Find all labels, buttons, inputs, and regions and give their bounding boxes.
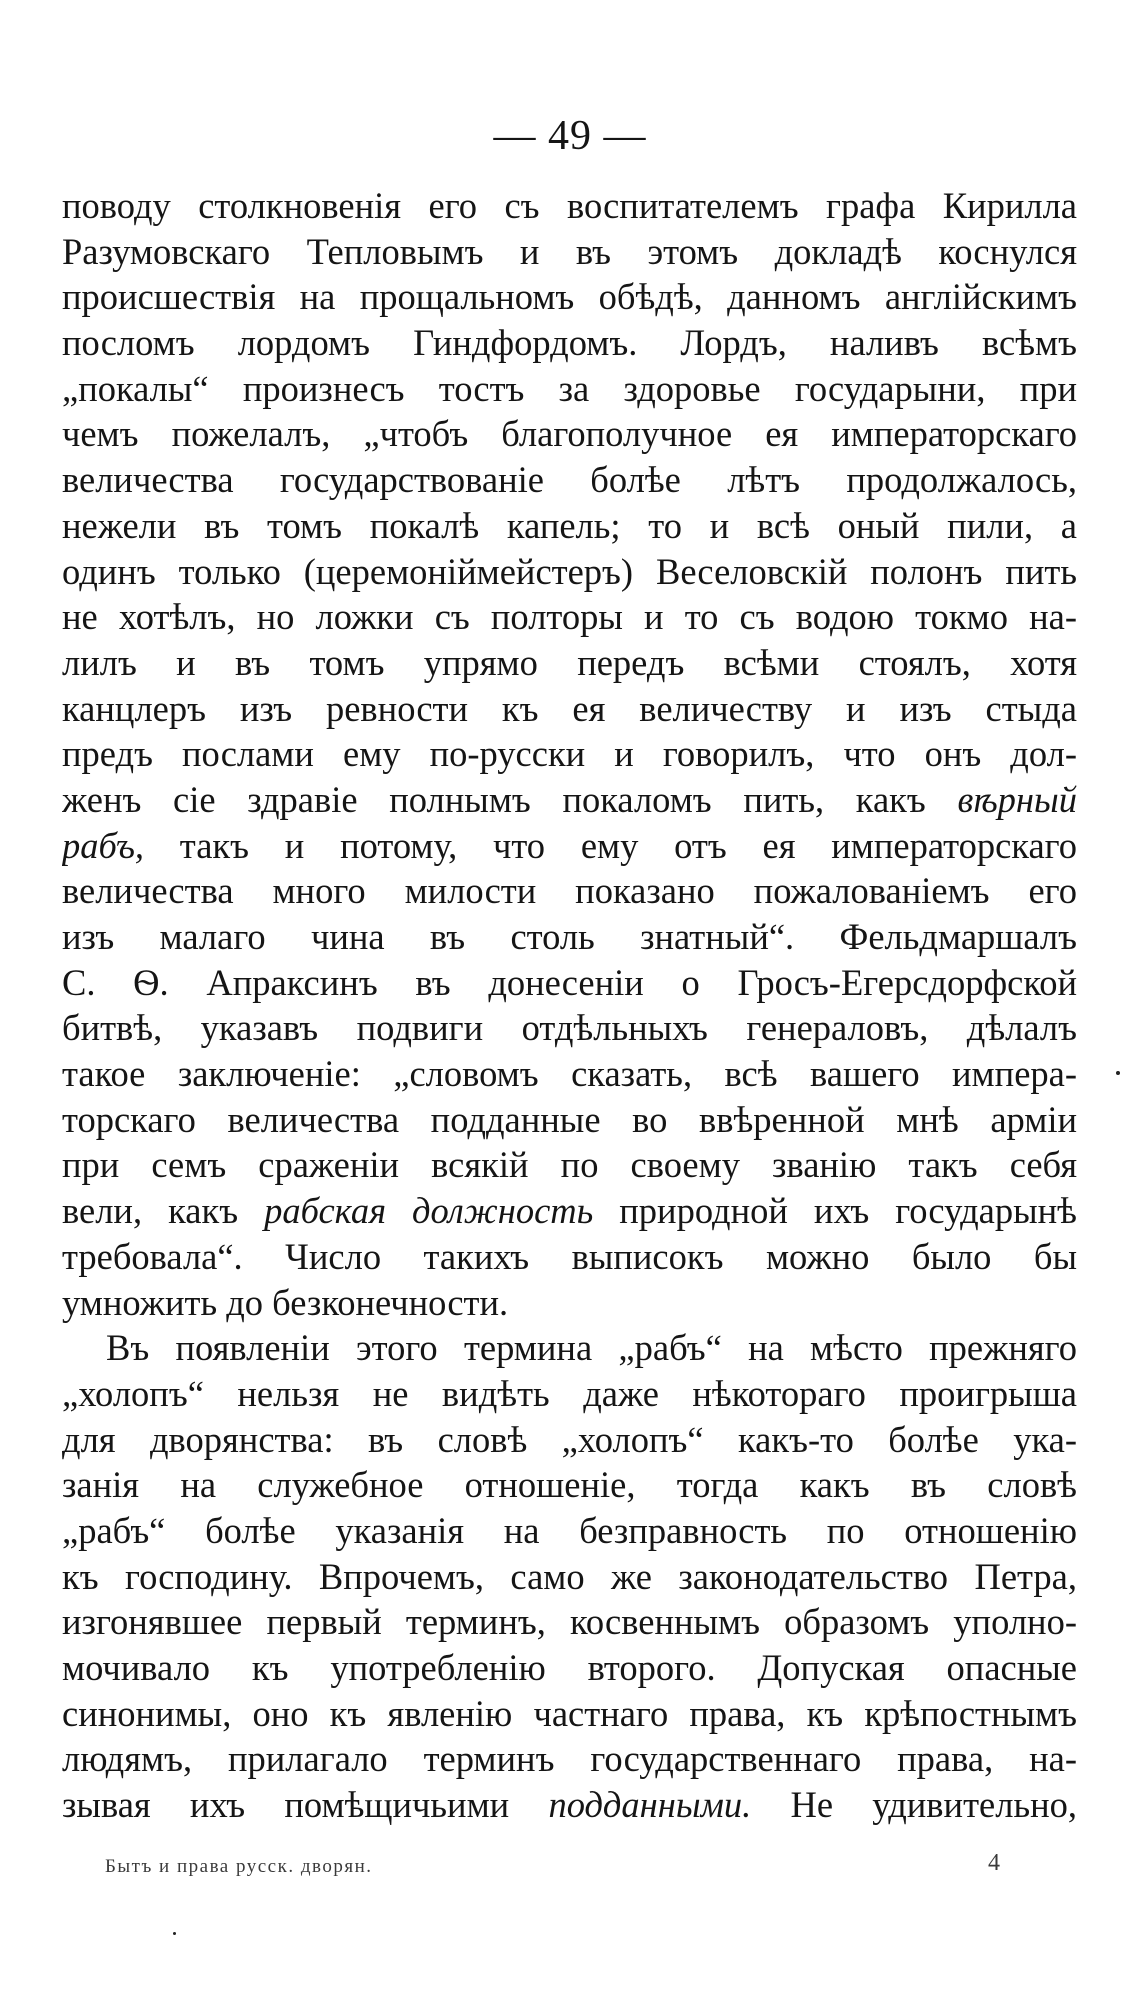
- text-line: [62, 777, 1077, 823]
- text-run: Разумовскаго Тепловымъ и въ этомъ докладѣ коснулся: [62, 230, 1077, 272]
- text-line: [62, 1097, 1077, 1143]
- text-run: лилъ и въ томъ упрямо передъ всѣми стоялъ, хотя: [62, 641, 1077, 683]
- text-run: синонимы, оно къ явленію частнаго права, къ крѣпостнымъ: [62, 1692, 1077, 1734]
- text-run: канцлеръ изъ ревности къ ея величеству и изъ стыда: [62, 687, 1077, 729]
- text-line: [62, 960, 1077, 1006]
- text-line: [62, 1645, 1077, 1691]
- text-run: занія на служебное отношеніе, тогда какъ въ словѣ: [62, 1464, 1077, 1506]
- ink-speck: [173, 1932, 176, 1935]
- text-run: умножить до безконечности.: [62, 1281, 509, 1323]
- text-line: [62, 1188, 1077, 1234]
- text-line: [62, 457, 1077, 503]
- text-run: требовала“. Число такихъ выписокъ можно было бы: [62, 1235, 1077, 1277]
- text-line: [62, 594, 1077, 640]
- text-line: [62, 320, 1077, 366]
- text-line: [62, 1462, 1077, 1508]
- text-line: [62, 366, 1077, 412]
- text-run: зывая ихъ помѣщичьими: [62, 1784, 549, 1826]
- text-run: нежели въ томъ покалѣ капель; то и всѣ оный пили, а: [62, 504, 1077, 546]
- italic-text: подданными.: [548, 1784, 752, 1826]
- text-line: [62, 229, 1077, 275]
- text-run: „покалы“ произнесъ тостъ за здоровье государыни, при: [62, 367, 1077, 409]
- text-run: посломъ лордомъ Гиндфордомъ. Лордъ, наливъ всѣмъ: [62, 322, 1077, 364]
- text-run: для дворянства: въ словѣ „холопъ“ какъ-то болѣе ука-: [62, 1418, 1077, 1460]
- text-line: [62, 1417, 1077, 1463]
- text-run: Въ появленіи этого термина „рабъ“ на мѣсто прежняго: [106, 1327, 1077, 1369]
- text-line: [62, 1005, 1077, 1051]
- text-run: такое заключеніе: „словомъ сказать, всѣ вашего импера-: [62, 1053, 1077, 1095]
- text-line: [62, 1508, 1077, 1554]
- text-run: изъ малаго чина въ столь знатный“. Фельдмаршалъ: [62, 916, 1077, 957]
- text-run: С. Ѳ. Апраксинъ въ донесеніи о Гросъ-Егерсдорфской: [62, 961, 1077, 1003]
- text-line: [62, 1371, 1077, 1417]
- body-text: [62, 183, 1077, 1828]
- italic-text: рабъ,: [62, 824, 145, 866]
- text-line: [62, 1234, 1077, 1280]
- text-run: торскаго величества подданные во ввѣренной мнѣ арміи: [62, 1098, 1077, 1140]
- text-run: къ господину. Впрочемъ, само же законодательство Петра,: [62, 1555, 1077, 1597]
- text-run: женъ сіе здравіе полнымъ покаломъ пить, какъ: [62, 778, 958, 820]
- text-run: одинъ только (церемоніймейстеръ) Веселовскій полонъ пить: [62, 550, 1077, 592]
- ink-speck: [1116, 1071, 1120, 1075]
- text-run: „рабъ“ болѣе указанія на безправность по отношенію: [62, 1509, 1077, 1551]
- footer-book-title: Бытъ и права русск. дворян.: [105, 1856, 373, 1877]
- text-line: [62, 503, 1077, 549]
- text-line: [62, 1325, 1077, 1371]
- text-run: происшествія на прощальномъ обѣдѣ, данномъ англійскимъ: [62, 276, 1077, 318]
- page-number: — 49 —: [493, 113, 647, 159]
- text-line: [62, 1051, 1077, 1097]
- text-run: людямъ, прилагало терминъ государственнаго права, на-: [62, 1738, 1077, 1780]
- text-run: такъ и потому, что ему отъ ея императорскаго: [144, 824, 1077, 866]
- italic-text: вѣрный: [957, 778, 1077, 820]
- text-line: [62, 411, 1077, 457]
- text-run: поводу столкновенія его съ воспитателемъ графа Кирилла: [62, 185, 1077, 226]
- text-run: чемъ пожелалъ, „чтобъ благополучное ея императорскаго: [62, 413, 1077, 455]
- signature-mark: 4: [988, 1850, 1000, 1876]
- text-line: [62, 823, 1077, 869]
- text-run: при семъ сраженіи всякій по своему званію такъ себя: [62, 1144, 1077, 1186]
- text-line: [62, 914, 1077, 960]
- text-run: мочивало къ употребленію второго. Допуская опасные: [62, 1647, 1077, 1688]
- text-line: [62, 640, 1077, 686]
- text-line: [62, 686, 1077, 732]
- text-run: природной ихъ государынѣ: [593, 1190, 1077, 1232]
- text-line: [62, 1599, 1077, 1645]
- text-run: не хотѣлъ, но ложки съ полторы и то съ водою токмо на-: [62, 596, 1077, 638]
- text-run: изгонявшее первый терминъ, косвеннымъ образомъ уполно-: [62, 1601, 1077, 1643]
- text-run: предъ послами ему по-русски и говорилъ, что онъ дол-: [62, 733, 1077, 775]
- text-run: величества много милости показано пожалованіемъ его: [62, 870, 1077, 912]
- italic-text: рабская должность: [264, 1190, 594, 1232]
- page-footer: [105, 1852, 1000, 1882]
- text-run: „холопъ“ нельзя не видѣть даже нѣкотораго проигрыша: [62, 1372, 1077, 1414]
- text-run: Не удивительно,: [751, 1784, 1077, 1826]
- text-line: [62, 1280, 1077, 1326]
- text-line: [62, 1782, 1077, 1828]
- text-line: [62, 1142, 1077, 1188]
- text-line: [62, 549, 1077, 595]
- text-line: [62, 274, 1077, 320]
- text-line: [62, 1691, 1077, 1737]
- text-run: вели, какъ: [62, 1190, 265, 1232]
- text-line: [62, 868, 1077, 914]
- text-line: [62, 1554, 1077, 1600]
- text-line: [62, 1736, 1077, 1782]
- text-run: битвѣ, указавъ подвиги отдѣльныхъ генераловъ, дѣлалъ: [62, 1007, 1077, 1049]
- text-run: величества государствованіе болѣе лѣтъ продолжалось,: [62, 459, 1077, 501]
- text-line: [62, 731, 1077, 777]
- text-line: [62, 183, 1077, 229]
